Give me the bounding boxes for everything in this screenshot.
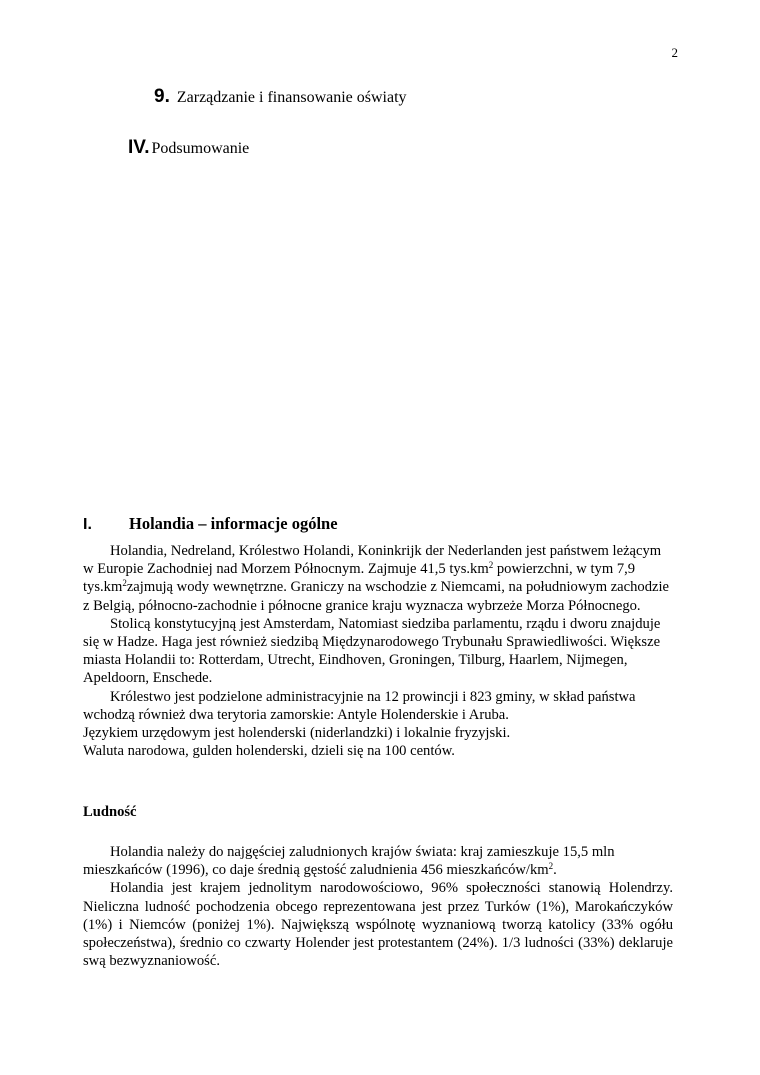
intro-paragraph-3: Królestwo jest podzielone administracyjnie na 12 prowincji i 823 gminy, w skład państwa wchodzą również dwa terytoria zamorskie: Antyle Holenderskie i Aruba.: [83, 688, 636, 723]
population-heading: Ludność: [83, 804, 137, 820]
superscript: 2: [548, 861, 554, 872]
population-text-block: [83, 843, 673, 970]
intro-text-block: [83, 542, 673, 760]
text-run: zajmują wody wewnętrzne. Graniczy na wschodzie z Niemcami, na południowym zachodzie z Belgią, północno-zachodnie i północne granice kraju wyznacza wybrzeże Morza Północnego.: [83, 579, 670, 614]
page-number: 2: [671, 45, 678, 60]
section-number: I.: [83, 516, 92, 533]
toc-item-label: Podsumowanie: [151, 140, 250, 157]
population-paragraph-1: [83, 843, 673, 879]
intro-paragraph-5: Waluta narodowa, gulden holenderski, dzieli się na 100 centów.: [83, 743, 455, 760]
superscript: 2: [122, 578, 127, 589]
toc-item-label: Zarządzanie i finansowanie oświaty: [176, 89, 407, 106]
text-run: Holandia należy do najgęściej zaludnionych krajów świata: kraj zamieszkuje 15,5 mln mieszkańców (1996), co daje średnią gęstość zaludnienia 456 mieszkańców/km: [83, 844, 615, 879]
section-title: Holandia – informacje ogólne: [129, 514, 338, 533]
toc-item-number: 9.: [154, 86, 170, 107]
intro-paragraph-4: Językiem urzędowym jest holenderski (niderlandzki) i lokalnie fryzyjski.: [83, 725, 511, 742]
text-run: .: [553, 862, 557, 879]
superscript: 2: [488, 560, 494, 571]
population-paragraph-2: Holandia jest krajem jednolitym narodowościowo, 96% społeczności stanowią Holendrzy. Nieliczna ludność pochodzenia obcego reprezentowana jest przez Turków (1%), Marokańczyków (1%) i Niemców (poniżej 1%). Największą wspólnotę wyznaniową tworzą katolicy (33% ogółu społeczeństwa), średnio co czwarty Holender jest protestantem (24%). 1/3 ludności (33%) deklaruje swą bezwyznaniowość.: [83, 880, 673, 970]
toc-item-number: IV.: [128, 137, 150, 158]
intro-paragraph-1: [83, 542, 673, 615]
intro-paragraph-2: Stolicą konstytucyjną jest Amsterdam, Natomiast siedziba parlamentu, rządu i dworu znajduje się w Hadze. Haga jest również siedzibą Międzynarodowego Trybunału Sprawiedliwości. Większe miasta Holandii to: Rotterdam, Utrecht, Eindhoven, Groningen, Tilburg, Haarlem, Nijmegen, Apeldoorn, Enschede.: [83, 615, 661, 687]
section-heading: [83, 514, 683, 534]
toc-item-9: [154, 86, 407, 108]
text-run: powierzchni, w tym 7,9 tys.km: [83, 561, 636, 596]
toc-item-iv: [128, 137, 249, 159]
text-run: Holandia, Nedreland, Królestwo Holandi, Koninkrijk der Nederlanden jest państwem leżącym w Europie Zachodniej nad Morzem Północnym. Zajmuje 41,5 tys.km: [83, 543, 662, 578]
